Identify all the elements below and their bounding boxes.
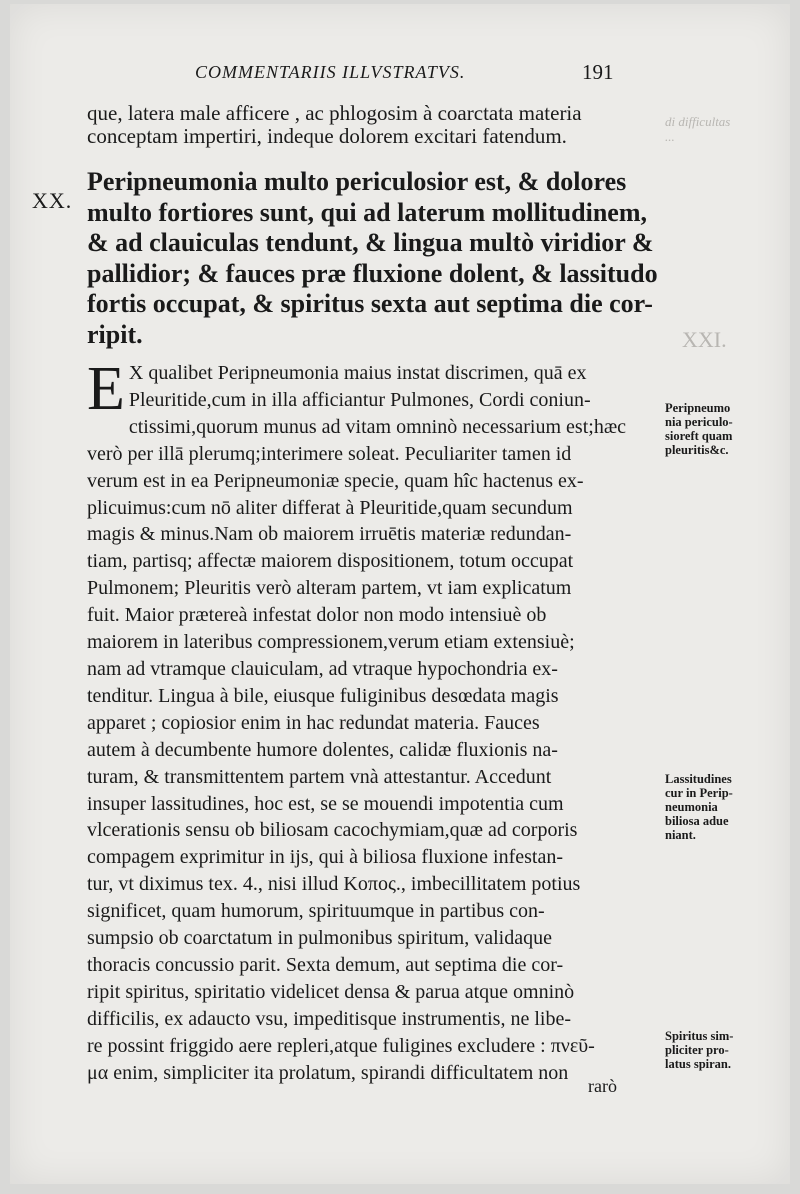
bleed-through-text: di difficultas ... xyxy=(665,114,731,144)
marginal-note: Spiritus sim- pliciter pro- latus spiran. xyxy=(665,1029,734,1071)
commentary-line: magis & minus.Nam ob maiorem irruētis materiæ redundan- xyxy=(87,523,572,546)
commentary-line: ctissimi,quorum munus ad vitam omninò necessarium est;hæc xyxy=(128,415,627,438)
commentary-line: sumpsio ob coarctatum in pulmonibus spiritum, validaque xyxy=(87,927,552,950)
commentary-line: compagem exprimitur in ijs, qui à biliosa fluxione infestan- xyxy=(87,846,564,869)
marginal-note: Peripneumo nia periculo- sioreft quam pleuritis&c. xyxy=(665,401,733,457)
text-line: que, latera male afficere , ac phlogosim à coarctata materia xyxy=(87,101,582,125)
commentary-line: verum est in ea Peripneumoniæ specie, quam hîc hactenus ex- xyxy=(87,469,584,492)
commentary-line: tenditur. Lingua à bile, eiusque fuliginibus desœdata magis xyxy=(87,684,559,707)
commentary-line: difficilis, ex adaucto vsu, impeditisque instrumentis, ne libe- xyxy=(87,1007,571,1030)
commentary-line: verò per illā plerumq;interimere soleat. Peculiariter tamen id xyxy=(87,442,572,465)
commentary-line: Pulmonem; Pleuritis verò alteram partem, vt iam explicatum xyxy=(87,577,572,600)
commentary-line: ripit spiritus, spiritatio videlicet densa & parua atque omninò xyxy=(87,980,575,1003)
commentary-line: μα enim, simpliciter ita prolatum, spirandi difficultatem non xyxy=(87,1061,569,1084)
aphorism-line: pallidior; & fauces præ fluxione dolent, & lassitudo xyxy=(87,258,658,288)
commentary-line: insuper lassitudines, hoc est, se se mouendi impotentia cum xyxy=(87,792,564,815)
commentary-line: Pleuritide,cum in illa afficiantur Pulmones, Cordi coniun- xyxy=(128,388,591,411)
aphorism-line: fortis occupat, & spiritus sexta aut septima die cor- xyxy=(87,289,653,318)
commentary-line: fuit. Maior prætereà infestat dolor non modo intensiuè ob xyxy=(87,604,547,627)
commentary-line: apparet ; copiosior enim in hac redundat materia. Fauces xyxy=(87,711,540,734)
commentary-line: turam, & transmittentem partem vnà attestantur. Accedunt xyxy=(87,765,552,788)
commentary-line: nam ad vtramque clauiculam, ad vtraque hypochondria ex- xyxy=(87,657,558,680)
bleed-through-section: XXI. xyxy=(682,327,727,352)
marginal-note: Lassitudines cur in Perip- neumonia biliosa adue niant. xyxy=(665,772,733,842)
catchword: rarò xyxy=(588,1076,617,1096)
commentary-line: thoracis concussio parit. Sexta demum, aut septima die cor- xyxy=(87,953,564,976)
commentary-line: tur, vt diximus tex. 4., nisi illud Κοπος., imbecillitatem potius xyxy=(87,873,581,896)
aphorism-line: ripit. xyxy=(87,319,143,349)
commentary-line: re possint friggido aere repleri,atque fuligines excludere : πνεῦ- xyxy=(87,1034,595,1057)
commentary-line: autem à decumbente humore dolentes, calidæ fluxionis na- xyxy=(87,738,558,761)
intro-paragraph xyxy=(87,102,667,148)
commentary-text xyxy=(87,355,667,1086)
commentary-line: maiorem in lateribus compressionem,verum etiam extensiuè; xyxy=(87,631,575,654)
aphorism-line: & ad clauiculas tendunt, & lingua multò viridior & xyxy=(87,228,654,257)
page-number: 191 xyxy=(582,60,614,84)
commentary-line: tiam, partisq; affectæ maiorem dispositionem, totum occupat xyxy=(87,550,574,573)
book-page xyxy=(10,4,790,1184)
drop-cap: E xyxy=(87,355,125,423)
commentary-line: vlcerationis sensu ob biliosam cacochymiam,quæ ad corporis xyxy=(87,819,578,842)
section-number: XX. xyxy=(32,188,73,213)
aphorism-text xyxy=(87,167,667,350)
commentary-line: significet, quam humorum, spirituumque in partibus con- xyxy=(87,900,545,923)
aphorism-line: multo fortiores sunt, qui ad laterum mollitudinem, xyxy=(87,197,647,227)
commentary-line: X qualibet Peripneumonia maius instat discrimen, quā ex xyxy=(128,362,587,384)
aphorism-line: Peripneumonia multo periculosior est, & dolores xyxy=(87,167,627,196)
text-line: conceptam impertiri, indeque dolorem excitari fatendum. xyxy=(87,124,567,148)
running-head: COMMENTARIIS ILLVSTRATVS. xyxy=(195,62,466,82)
commentary-line: plicuimus:cum nō aliter differat à Pleuritide,quam secundum xyxy=(87,496,573,519)
